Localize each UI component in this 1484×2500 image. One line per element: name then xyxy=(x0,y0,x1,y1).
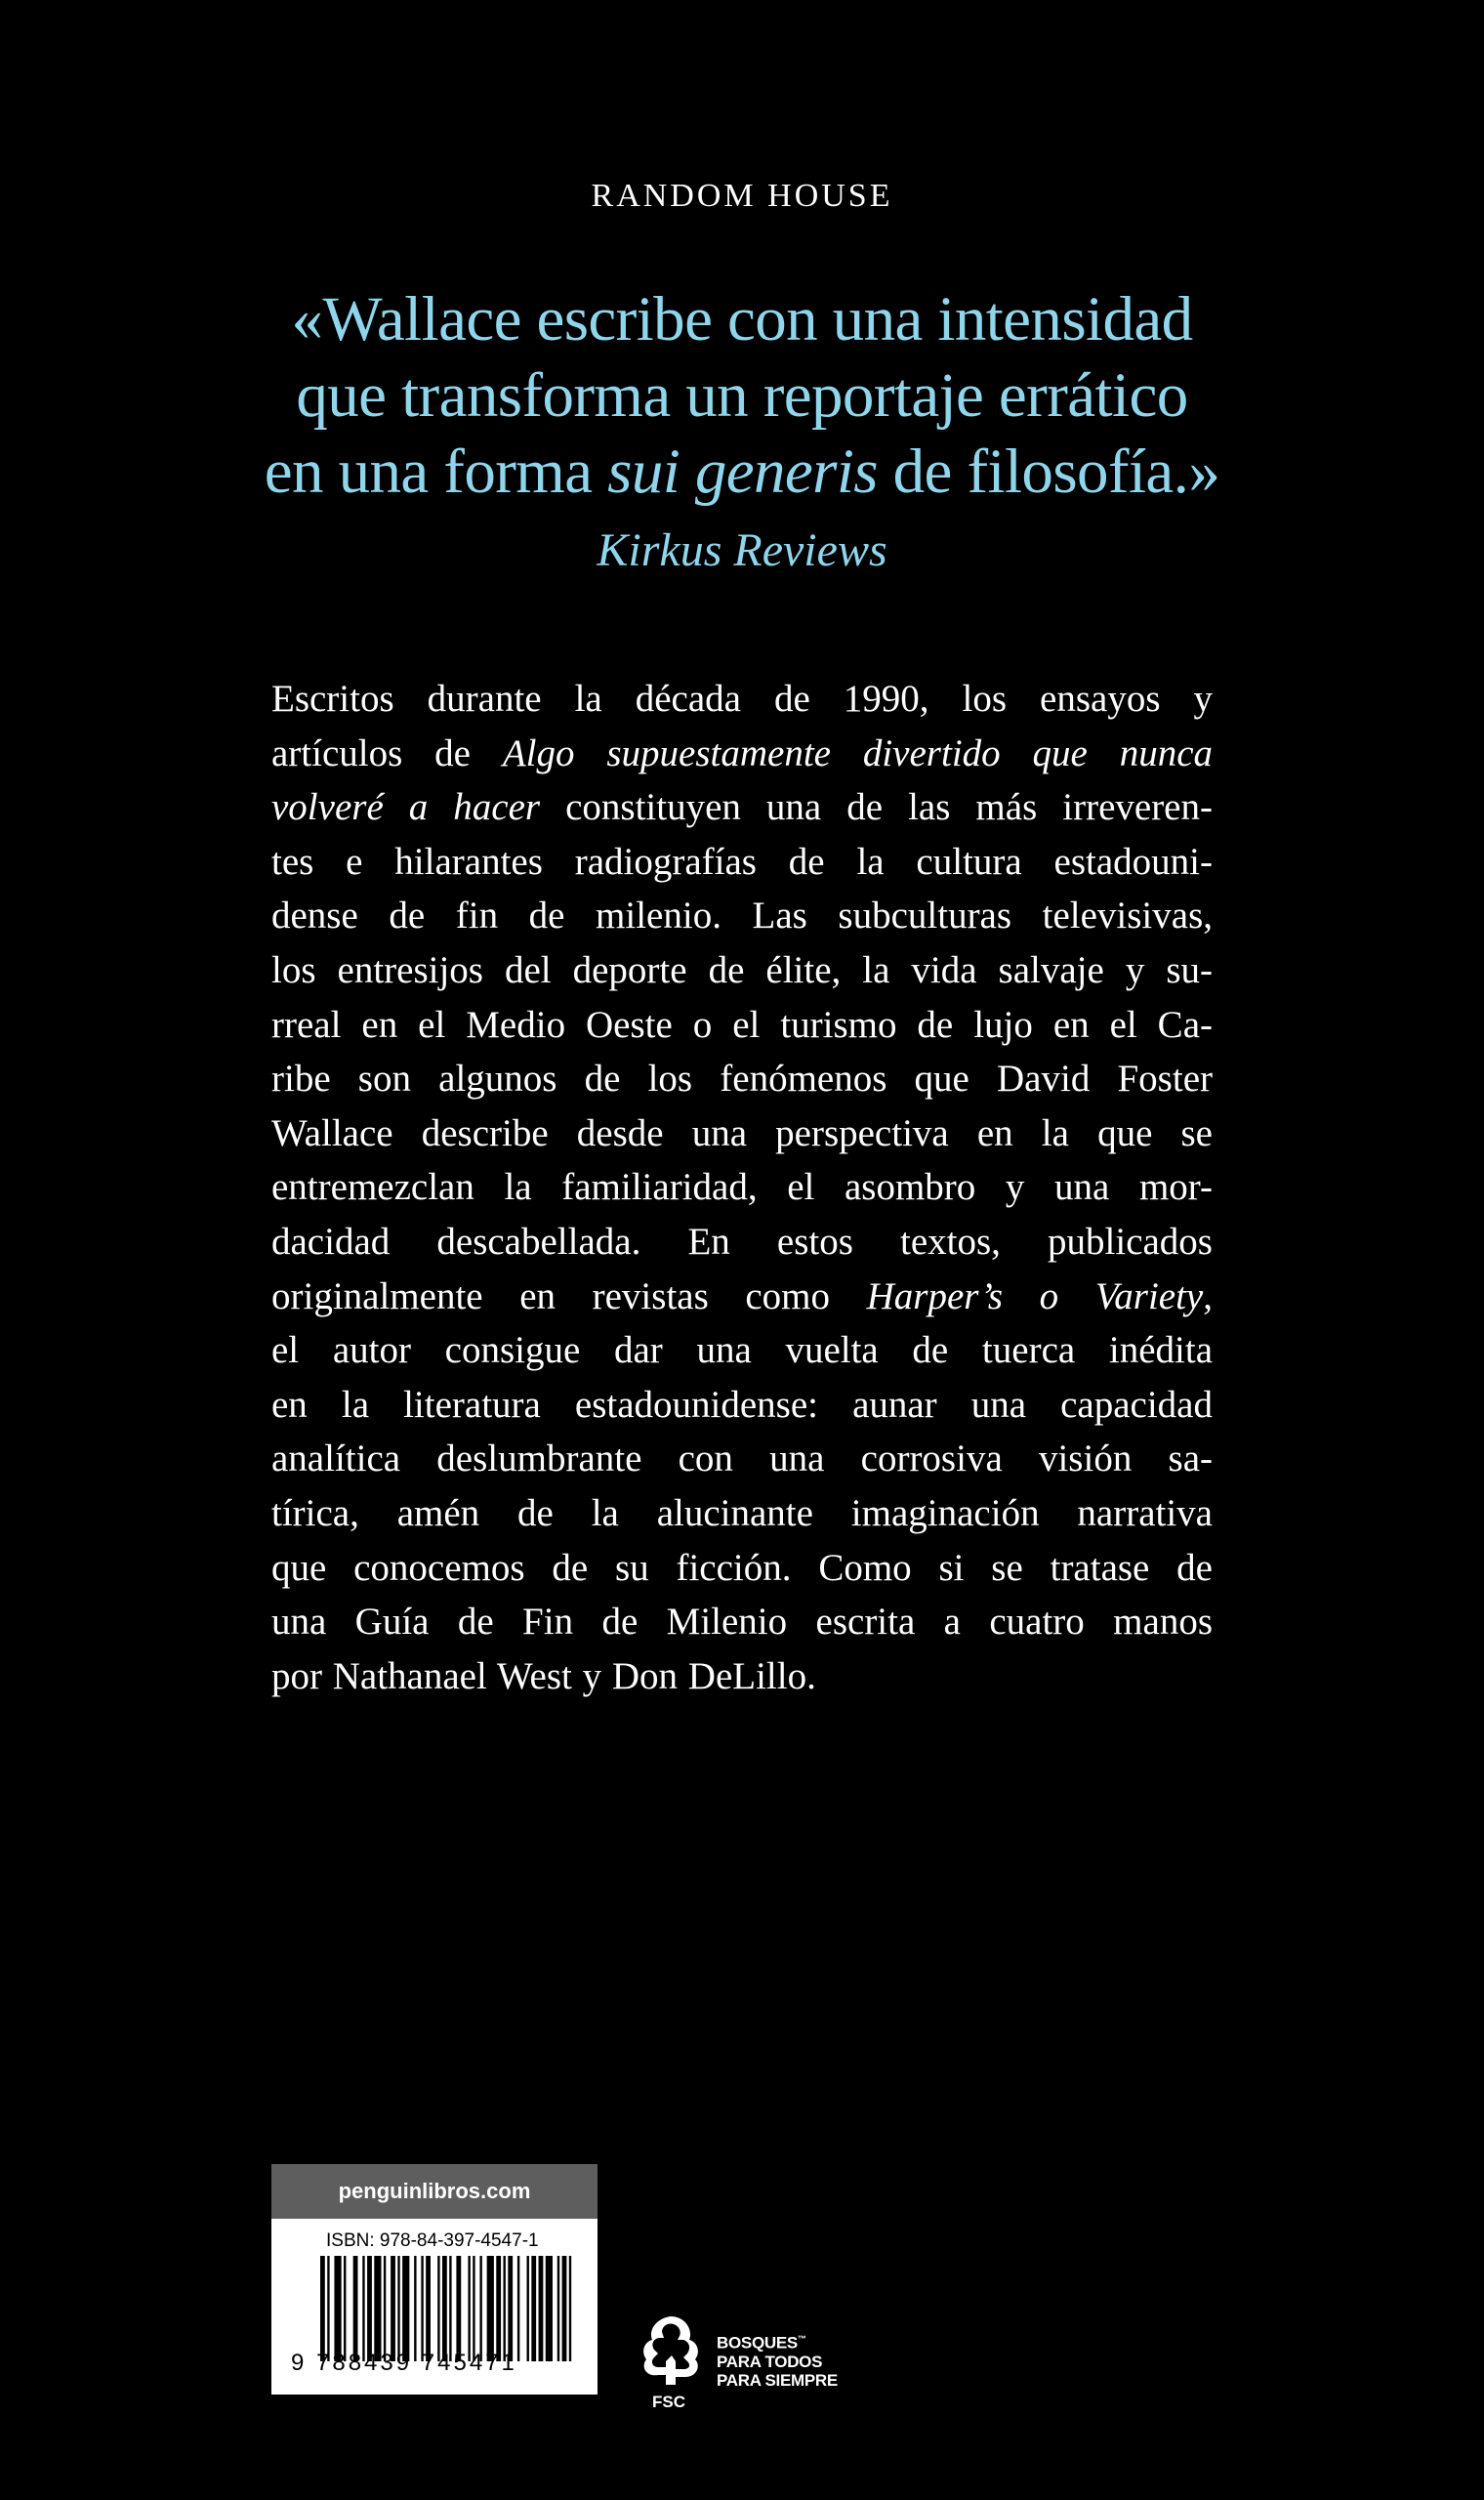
barcode-bar xyxy=(468,2256,470,2361)
barcode-bar xyxy=(456,2256,461,2361)
barcode-bar xyxy=(503,2256,505,2361)
barcode-bar xyxy=(334,2256,341,2361)
fsc-logo xyxy=(637,2312,871,2411)
website-url: penguinlibros.com xyxy=(271,2164,598,2219)
synopsis-line: dense de fin de milenio. Las subculturas televisivas, xyxy=(271,895,1213,938)
quote-text: en una forma xyxy=(264,437,608,507)
synopsis-line: el autor consigue dar una vuelta de tuerca inédita xyxy=(271,1329,1213,1372)
synopsis-text: , xyxy=(1203,1274,1213,1317)
synopsis-line: tes e hilarantes radiografías de la cultura estadouni- xyxy=(271,840,1213,883)
synopsis-line: que conocemos de su ficción. Como si se tratase de xyxy=(271,1546,1213,1589)
book-title-italic: volveré a hacer xyxy=(271,786,541,829)
barcode-bar xyxy=(546,2256,553,2361)
quote-line xyxy=(195,434,1289,510)
barcode-bar xyxy=(362,2256,364,2361)
fsc-slogan-line: BOSQUES xyxy=(717,2333,798,2353)
barcode-bar xyxy=(421,2256,423,2361)
synopsis xyxy=(271,672,1213,1703)
synopsis-line xyxy=(271,780,1213,835)
quote-line: «Wallace escribe con una intensidad xyxy=(291,284,1193,354)
trademark-mark: ™ xyxy=(797,2334,806,2344)
barcode-bars xyxy=(320,2256,576,2361)
synopsis-line: Wallace describe desde una perspectiva en la que se xyxy=(271,1111,1213,1154)
barcode-bar xyxy=(437,2256,439,2361)
synopsis-line: ribe son algunos de los fenómenos que David Foster xyxy=(271,1058,1213,1101)
synopsis-line: entremezclan la familiaridad, el asombro y una mor- xyxy=(271,1166,1213,1209)
synopsis-line: rreal en el Medio Oeste o el turismo de lujo en el Ca- xyxy=(271,1003,1213,1046)
synopsis-line: dacidad descabellada. En estos textos, publicados xyxy=(271,1220,1213,1263)
barcode-bar xyxy=(442,2256,447,2361)
barcode-bar xyxy=(562,2256,567,2361)
synopsis-line: tírica, amén de la alucinante imaginación narrativa xyxy=(271,1491,1213,1534)
barcode-bar xyxy=(327,2256,329,2361)
barcode-bar xyxy=(496,2256,501,2361)
synopsis-line: por Nathanael West y Don DeLillo. xyxy=(271,1654,816,1697)
synopsis-line xyxy=(271,1270,1213,1324)
synopsis-line: analítica deslumbrante con una corrosiva visión sa- xyxy=(271,1438,1213,1480)
barcode-bar xyxy=(527,2256,529,2361)
synopsis-text: artículos de xyxy=(271,731,503,774)
barcode-bar xyxy=(374,2256,381,2361)
synopsis-line: Escritos durante la década de 1990, los ensayos y xyxy=(271,678,1213,720)
barcode-bar xyxy=(320,2256,325,2361)
isbn-number: ISBN: 978-84-397-4547-1 xyxy=(326,2230,539,2251)
fsc-label: FSC xyxy=(652,2393,685,2411)
barcode-bar xyxy=(449,2256,451,2361)
barcode-bar xyxy=(344,2256,346,2361)
barcode-bar xyxy=(391,2256,395,2361)
publisher-name: RANDOM HOUSE xyxy=(591,178,893,214)
barcode-bar xyxy=(517,2256,519,2361)
barcode-bar xyxy=(539,2256,544,2361)
barcode-bar xyxy=(508,2256,513,2361)
book-title-italic: Algo supuestamente divertido que nunca xyxy=(502,731,1214,774)
barcode-bar xyxy=(414,2256,416,2361)
synopsis-line: los entresijos del deporte de élite, la vida salvaje y su- xyxy=(271,948,1213,991)
synopsis-text: originalmente en revistas como xyxy=(271,1274,867,1317)
fsc-slogan-line: PARA TODOS xyxy=(717,2352,823,2371)
barcode-bar xyxy=(557,2256,559,2361)
magazine-italic: Harper’s o Variety xyxy=(866,1274,1204,1317)
barcode-block xyxy=(271,2164,598,2395)
fsc-slogan xyxy=(717,2330,838,2390)
barcode-bar xyxy=(402,2256,409,2361)
barcode-bar xyxy=(353,2256,358,2361)
review-quote xyxy=(195,281,1289,510)
barcode-bar xyxy=(531,2256,536,2361)
fsc-slogan-line: PARA SIEMPRE xyxy=(717,2370,838,2390)
barcode-digits: 9 788439 745471 xyxy=(291,2350,517,2376)
barcode-bar xyxy=(397,2256,399,2361)
synopsis-line: una Guía de Fin de Milenio escrita a cuatro manos xyxy=(271,1601,1213,1644)
barcode-bar xyxy=(479,2256,481,2361)
quote-text: de filosofía.» xyxy=(878,437,1220,507)
synopsis-line xyxy=(271,727,1213,781)
fsc-tree-icon xyxy=(637,2312,705,2400)
barcode-bar xyxy=(473,2256,474,2361)
barcode-bar xyxy=(367,2256,372,2361)
barcode-bar xyxy=(384,2256,386,2361)
synopsis-text: constituyen una de las más irreveren- xyxy=(540,786,1213,829)
quote-source: Kirkus Reviews xyxy=(597,524,887,576)
barcode-bar xyxy=(426,2256,431,2361)
synopsis-line: en la literatura estadounidense: aunar una capacidad xyxy=(271,1383,1213,1426)
barcode-bar xyxy=(487,2256,494,2361)
barcode-bar xyxy=(569,2256,571,2361)
quote-line: que transforma un reportaje errático xyxy=(296,360,1188,431)
quote-italic: sui generis xyxy=(607,437,878,507)
